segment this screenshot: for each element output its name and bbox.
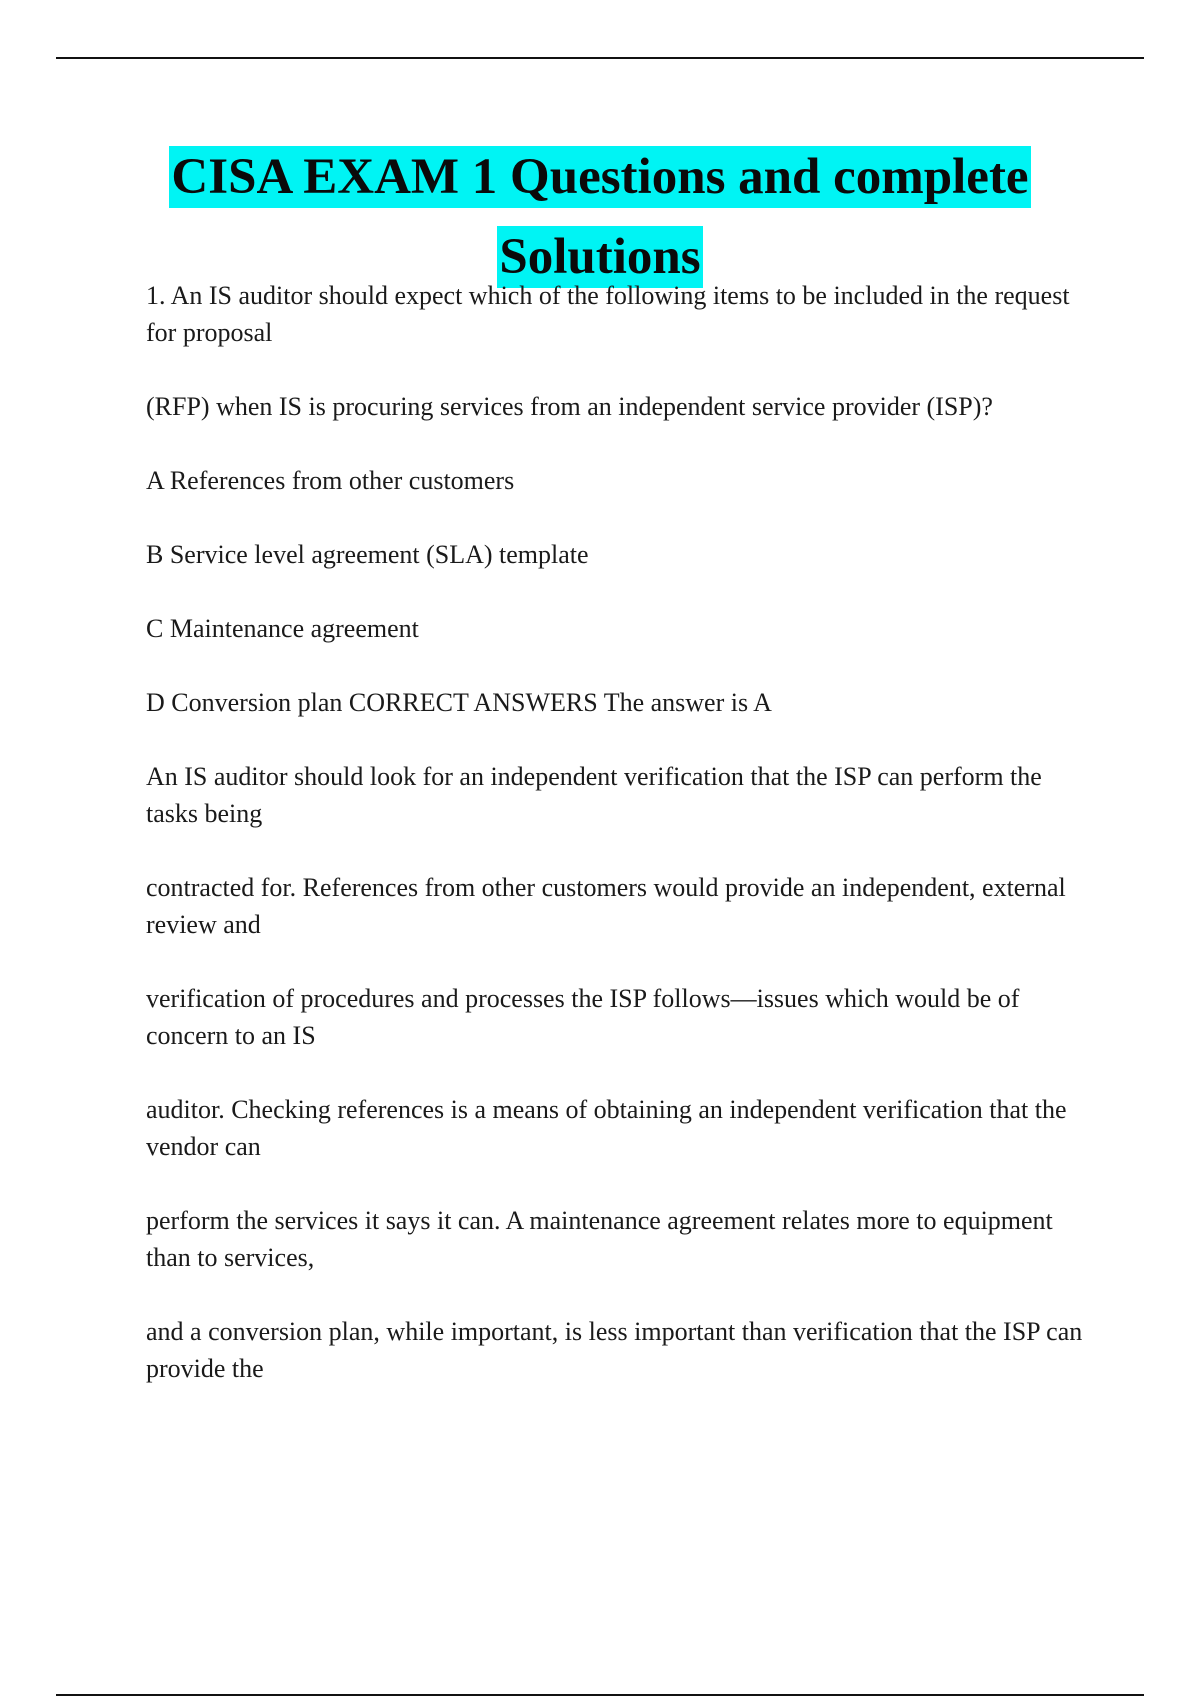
title-line-1: CISA EXAM 1 Questions and complete (169, 146, 1030, 208)
explanation-paragraph: verification of procedures and processes the ISP follows—issues which would be of concern to an IS (146, 984, 1020, 1050)
option-c: C Maintenance agreement (146, 614, 419, 643)
option-b: B Service level agreement (SLA) template (146, 540, 589, 569)
explanation-paragraph: perform the services it says it can. A maintenance agreement relates more to equipment than to services, (146, 1206, 1053, 1272)
explanation-paragraph: auditor. Checking references is a means of obtaining an independent verification that the vendor can (146, 1095, 1067, 1161)
question-text: 1. An IS auditor should expect which of the following items to be included in the request for proposal (146, 281, 1070, 347)
explanation-paragraph: contracted for. References from other customers would provide an independent, external review and (146, 873, 1066, 939)
bottom-rule (56, 1694, 1144, 1696)
option-a: A References from other customers (146, 466, 515, 495)
explanation-paragraph: and a conversion plan, while important, is less important than verification that the ISP can provide the (146, 1317, 1083, 1383)
top-rule (56, 57, 1144, 59)
question-text-continued: (RFP) when IS is procuring services from an independent service provider (ISP)? (146, 392, 993, 421)
option-d-answer: D Conversion plan CORRECT ANSWERS The answer is A (146, 688, 772, 717)
document-body (146, 277, 1086, 1424)
title-line-2: Solutions (497, 226, 702, 288)
explanation-paragraph: An IS auditor should look for an independent verification that the ISP can perform the tasks being (146, 762, 1042, 828)
